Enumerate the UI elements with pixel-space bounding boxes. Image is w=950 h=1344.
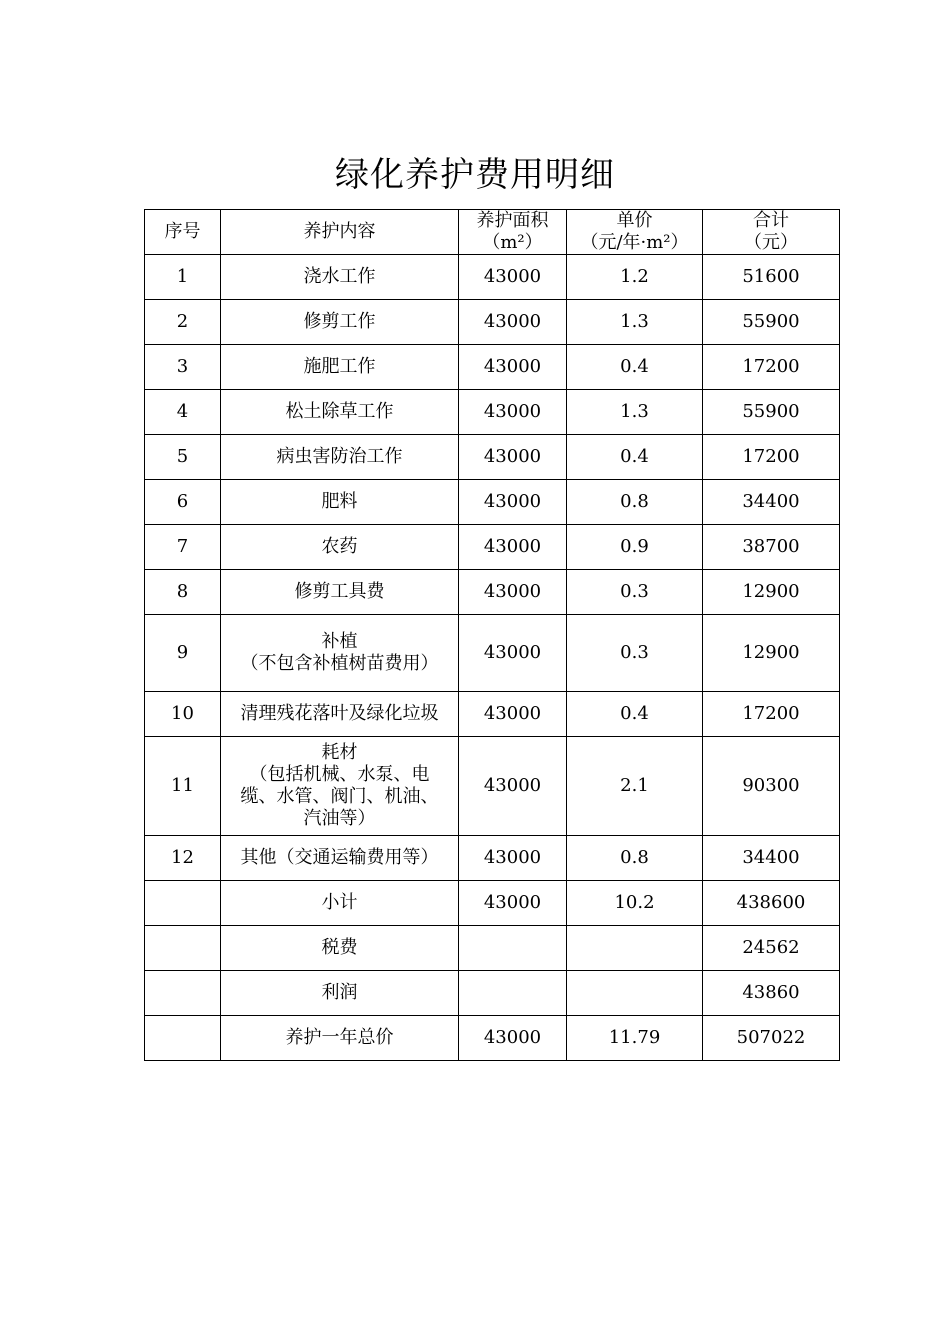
cell-area: [459, 926, 567, 971]
cell-total: 34400: [703, 480, 840, 525]
cell-price: 0.3: [567, 570, 703, 615]
cell-price: 0.8: [567, 480, 703, 525]
table-row: [145, 390, 840, 435]
table-row: [145, 570, 840, 615]
cell-total: 12900: [703, 570, 840, 615]
cell-seq: 3: [145, 345, 221, 390]
cell-price: 11.79: [567, 1016, 703, 1061]
header-area-label: 养护面积: [476, 210, 549, 231]
cell-content: 小计: [221, 881, 459, 926]
cell-area: 43000: [459, 300, 567, 345]
table-row: [145, 300, 840, 345]
cell-price: 0.4: [567, 345, 703, 390]
cell-price: 0.4: [567, 692, 703, 737]
cell-total: 51600: [703, 255, 840, 300]
cell-total: 90300: [703, 737, 840, 836]
cell-content: 松土除草工作: [221, 390, 459, 435]
cell-seq: 12: [145, 836, 221, 881]
cell-area: [459, 971, 567, 1016]
cell-price: 0.3: [567, 615, 703, 692]
cell-content-line: 缆、水管、阀门、机油、: [240, 786, 439, 807]
header-price: [567, 210, 703, 255]
cell-price: 1.3: [567, 300, 703, 345]
cell-area: 43000: [459, 345, 567, 390]
cell-content: 其他（交通运输费用等）: [221, 836, 459, 881]
cell-area: 43000: [459, 525, 567, 570]
table-row: [145, 692, 840, 737]
header-total-unit: （元）: [744, 232, 798, 253]
cell-seq: 6: [145, 480, 221, 525]
cell-seq: 11: [145, 737, 221, 836]
table-row: [145, 525, 840, 570]
summary-row-subtotal: [145, 881, 840, 926]
cell-total: 17200: [703, 345, 840, 390]
header-total-label: 合计: [753, 210, 789, 231]
cell-content: 病虫害防治工作: [221, 435, 459, 480]
cell-content-line: 汽油等）: [303, 808, 376, 829]
cell-area: 43000: [459, 836, 567, 881]
cell-area: 43000: [459, 881, 567, 926]
cell-area: 43000: [459, 435, 567, 480]
cell-area: 43000: [459, 1016, 567, 1061]
cell-seq: 1: [145, 255, 221, 300]
table-row: [145, 345, 840, 390]
cell-content: 施肥工作: [221, 345, 459, 390]
cell-content: 浇水工作: [221, 255, 459, 300]
cell-content: 清理残花落叶及绿化垃圾: [221, 692, 459, 737]
cell-price: 1.3: [567, 390, 703, 435]
table-row: [145, 737, 840, 836]
cell-total: 43860: [703, 971, 840, 1016]
summary-row-profit: [145, 971, 840, 1016]
cell-area: 43000: [459, 692, 567, 737]
table-row: [145, 836, 840, 881]
cell-content: 肥料: [221, 480, 459, 525]
cell-content-line: （包括机械、水泵、电: [249, 764, 430, 785]
cell-total: 438600: [703, 881, 840, 926]
header-area-unit: （m²）: [482, 232, 543, 253]
cell-price: [567, 926, 703, 971]
cell-price: 10.2: [567, 881, 703, 926]
cell-seq: [145, 971, 221, 1016]
cell-content-line: 耗材: [321, 742, 358, 763]
cell-area: 43000: [459, 570, 567, 615]
cell-content: 修剪工作: [221, 300, 459, 345]
cell-seq: 5: [145, 435, 221, 480]
cell-content: [221, 615, 459, 692]
cell-price: 0.8: [567, 836, 703, 881]
cell-price: [567, 971, 703, 1016]
header-total: [703, 210, 840, 255]
cell-price: 2.1: [567, 737, 703, 836]
table-row: [145, 480, 840, 525]
cell-area: 43000: [459, 255, 567, 300]
cell-price: 0.4: [567, 435, 703, 480]
summary-row-grand-total: [145, 1016, 840, 1061]
cell-content-line: 补植: [321, 631, 358, 652]
cell-seq: 2: [145, 300, 221, 345]
header-price-label: 单价: [616, 210, 653, 231]
cell-content: [221, 737, 459, 836]
cell-content: 养护一年总价: [221, 1016, 459, 1061]
cell-content: 税费: [221, 926, 459, 971]
cell-seq: 9: [145, 615, 221, 692]
cell-total: 17200: [703, 692, 840, 737]
fee-table: [144, 209, 840, 1061]
header-content: 养护内容: [221, 210, 459, 255]
cell-total: 24562: [703, 926, 840, 971]
cell-total: 34400: [703, 836, 840, 881]
cell-area: 43000: [459, 737, 567, 836]
cell-seq: 4: [145, 390, 221, 435]
table-header-row: [145, 210, 840, 255]
cell-content: 农药: [221, 525, 459, 570]
cell-area: 43000: [459, 615, 567, 692]
summary-row-tax: [145, 926, 840, 971]
header-area: [459, 210, 567, 255]
cell-content: 利润: [221, 971, 459, 1016]
cell-total: 12900: [703, 615, 840, 692]
header-price-unit: （元/年·m²）: [580, 232, 689, 253]
table-row: [145, 435, 840, 480]
cell-seq: 8: [145, 570, 221, 615]
cell-price: 0.9: [567, 525, 703, 570]
cell-content: 修剪工具费: [221, 570, 459, 615]
cell-seq: [145, 1016, 221, 1061]
cell-total: 55900: [703, 390, 840, 435]
cell-content-line: （不包含补植树苗费用）: [240, 653, 439, 674]
document-title: 绿化养护费用明细: [335, 155, 615, 195]
table-row: [145, 615, 840, 692]
cell-seq: 10: [145, 692, 221, 737]
cell-total: 38700: [703, 525, 840, 570]
cell-total: 17200: [703, 435, 840, 480]
header-seq: 序号: [145, 210, 221, 255]
cell-seq: [145, 881, 221, 926]
cell-price: 1.2: [567, 255, 703, 300]
cell-total: 55900: [703, 300, 840, 345]
table-row: [145, 255, 840, 300]
cell-seq: 7: [145, 525, 221, 570]
cell-area: 43000: [459, 390, 567, 435]
cell-area: 43000: [459, 480, 567, 525]
cell-seq: [145, 926, 221, 971]
cell-total: 507022: [703, 1016, 840, 1061]
